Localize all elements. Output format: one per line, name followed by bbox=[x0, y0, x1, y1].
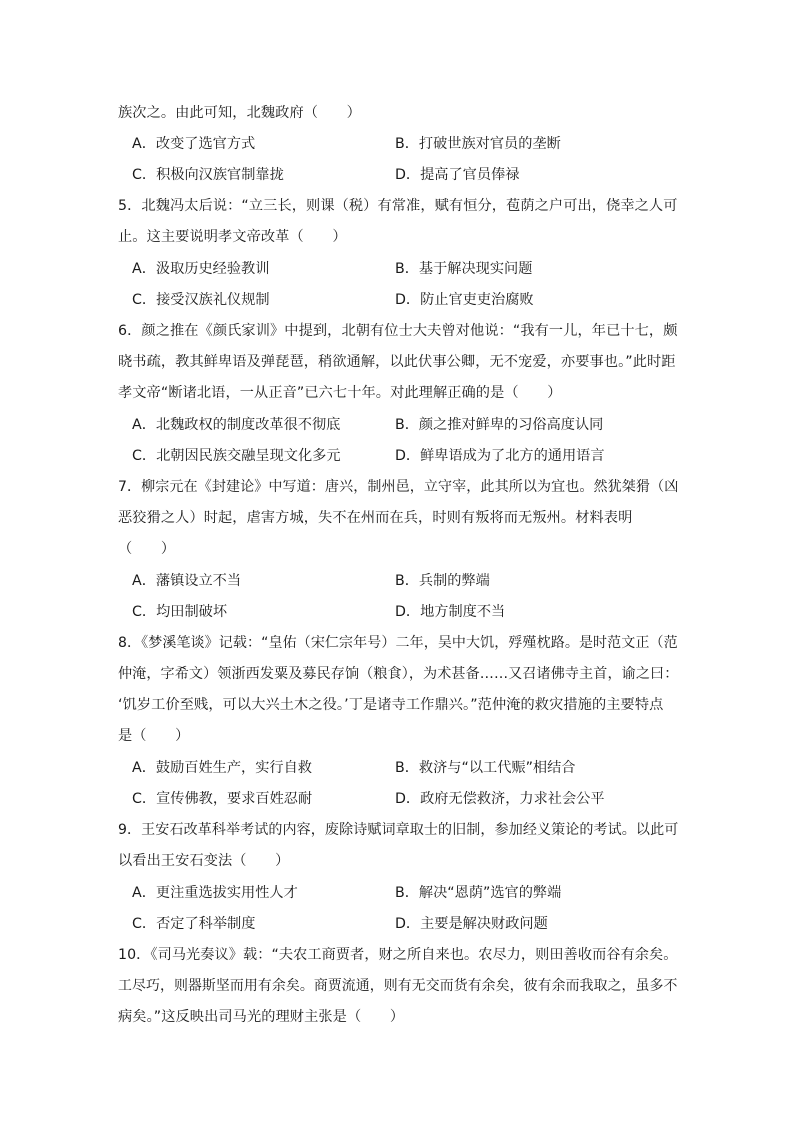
q10-stem-line-2: 工尽巧，则器斯坚而用有余矣。商贾流通，则有无交而货有余矣，彼有余而我取之，虽多不 bbox=[118, 978, 678, 994]
q4-option-c[interactable]: C．积极向汉族官制靠拢 bbox=[132, 167, 284, 183]
q8-stem-line-1: 8．《梦溪笔谈》记载：“皇佑（宋仁宗年号）二年，吴中大饥，殍殣枕路。是时范文正（范 bbox=[118, 635, 678, 651]
q6-option-c[interactable]: C．北朝因民族交融呈现文化多元 bbox=[132, 448, 341, 464]
q6-option-a[interactable]: A．北魏政权的制度改革很不彻底 bbox=[132, 417, 341, 433]
q9-option-a[interactable]: A．更注重选拔实用性人才 bbox=[132, 885, 298, 901]
q9-stem-line-1: 9．王安石改革科举考试的内容，废除诗赋词章取士的旧制，参加经义策论的考试。以此可 bbox=[118, 822, 679, 838]
q5-option-b[interactable]: B．基于解决现实问题 bbox=[395, 261, 533, 277]
q9-option-b[interactable]: B．解决“恩荫”选官的弊端 bbox=[395, 885, 562, 901]
q8-option-d[interactable]: D．政府无偿救济，力求社会公平 bbox=[395, 791, 605, 807]
q4-option-b[interactable]: B．打破世族对官员的垄断 bbox=[395, 136, 561, 152]
q6-option-d[interactable]: D．鲜卑语成为了北方的通用语言 bbox=[395, 448, 605, 464]
q5-option-d[interactable]: D．防止官吏吏治腐败 bbox=[395, 292, 534, 308]
q4-option-a[interactable]: A．改变了选官方式 bbox=[132, 136, 256, 152]
q8-stem-line-4: 是（ ） bbox=[118, 728, 190, 744]
q5-option-c[interactable]: C．接受汉族礼仪规制 bbox=[132, 292, 270, 308]
q9-option-d[interactable]: D．主要是解决财政问题 bbox=[395, 916, 548, 932]
q9-option-c[interactable]: C．否定了科举制度 bbox=[132, 916, 256, 932]
q4-option-d[interactable]: D．提高了官员俸禄 bbox=[395, 167, 520, 183]
q8-option-a[interactable]: A．鼓励百姓生产，实行自救 bbox=[132, 760, 312, 776]
q7-option-a[interactable]: A．藩镇设立不当 bbox=[132, 573, 242, 589]
q8-option-b[interactable]: B．救济与“以工代赈”相结合 bbox=[395, 760, 576, 776]
q10-stem-line-3: 病矣。”这反映出司马光的理财主张是（ ） bbox=[118, 1009, 405, 1025]
q6-stem-line-2: 晓书疏，教其鲜卑语及弹琵琶，稍欲通解，以此伏事公卿，无不宠爱，亦要事也。”此时距 bbox=[118, 354, 676, 370]
q7-option-d[interactable]: D．地方制度不当 bbox=[395, 604, 506, 620]
q4-stem-line: 族次之。由此可知，北魏政府（ ） bbox=[118, 105, 361, 121]
q5-stem-line-1: 5．北魏冯太后说：“立三长，则课（税）有常准，赋有恒分，苞荫之户可出，侥幸之人可 bbox=[118, 198, 678, 214]
q6-option-b[interactable]: B．颜之推对鲜卑的习俗高度认同 bbox=[395, 417, 604, 433]
q7-option-c[interactable]: C．均田制破坏 bbox=[132, 604, 228, 620]
q7-option-b[interactable]: B．兵制的弊端 bbox=[395, 573, 490, 589]
q7-stem-line-3: （ ） bbox=[118, 541, 176, 557]
q7-stem-line-2: 恶狡猾之人）时起，虐害方城，失不在州而在兵，时则有叛将而无叛州。材料表明 bbox=[118, 510, 633, 526]
q8-option-c[interactable]: C．宣传佛教，要求百姓忍耐 bbox=[132, 791, 313, 807]
q6-stem-line-3: 孝文帝“断诸北语，一从正音”已六七十年。对此理解正确的是（ ） bbox=[118, 385, 562, 401]
q10-stem-line-1: 10．《司马光奏议》载：“夫农工商贾者，财之所自来也。农尽力，则田善收而谷有余矣。 bbox=[118, 947, 678, 963]
q5-option-a[interactable]: A．汲取历史经验教训 bbox=[132, 261, 270, 277]
q6-stem-line-1: 6．颜之推在《颜氏家训》中提到，北朝有位士大夫曾对他说：“我有一儿，年已十七，颇 bbox=[118, 323, 678, 339]
q9-stem-line-2: 以看出王安石变法（ ） bbox=[118, 853, 290, 869]
q7-stem-line-1: 7．柳宗元在《封建论》中写道：唐兴，制州邑，立守宰，此其所以为宜也。然犹桀猾（凶 bbox=[118, 479, 679, 495]
q5-stem-line-2: 止。这主要说明孝文帝改革（ ） bbox=[118, 229, 347, 245]
q8-stem-line-2: 仲淹，字希文）领浙西发粟及募民存饷（粮食），为术甚备……又召诸佛寺主首，谕之曰： bbox=[118, 666, 679, 682]
q8-stem-line-3: ‘饥岁工价至贱，可以大兴土木之役。’丁是诸寺工作鼎兴。”范仲淹的救灾措施的主要特点 bbox=[118, 697, 664, 713]
